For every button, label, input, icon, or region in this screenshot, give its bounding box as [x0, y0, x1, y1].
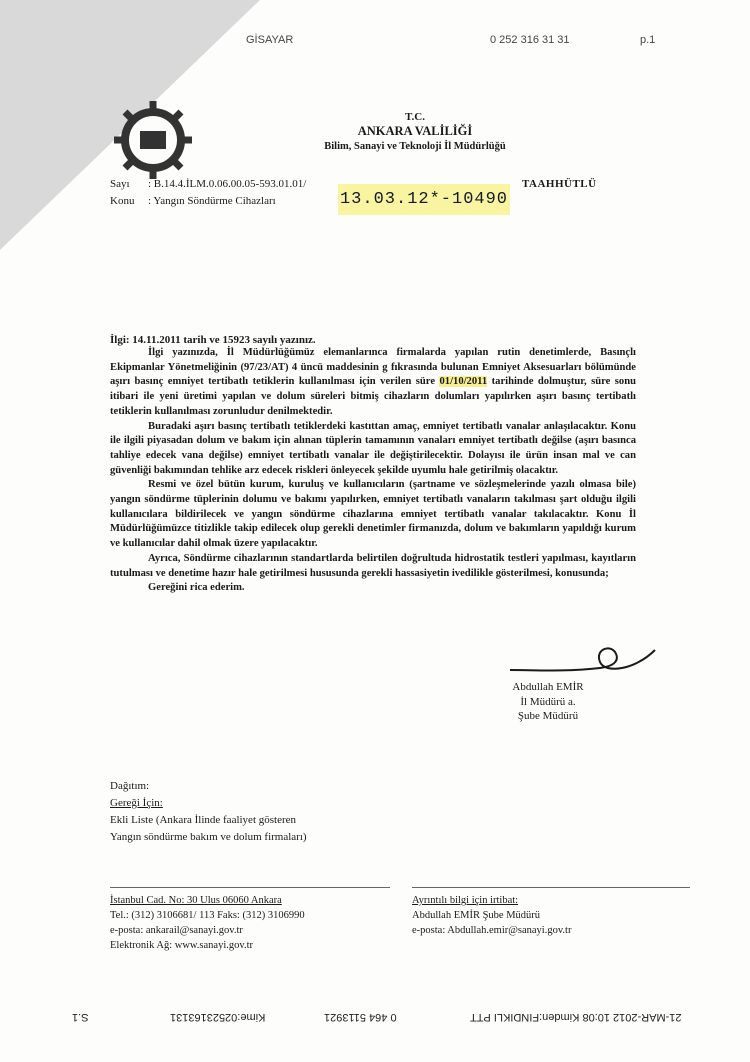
konu-label: Konu	[110, 195, 135, 207]
highlighted-date: 01/10/2011	[439, 376, 488, 388]
distribution-line-1: Ekli Liste (Ankara İlinde faaliyet gösteren	[110, 814, 297, 826]
letterhead-mudurluk: Bilim, Sanayi ve Teknoloji İl Müdürlüğü	[324, 141, 506, 152]
paragraph-1: İlgi yazınızda, İl Müdürlüğümüz elemanlarınca firmalarda yapılan rutin denetimlerde, Basınçlı Ekipmanlar Yönetmeliğinin (97/23/AT) 4 üncü maddesinin g fıkrasında bulunan Emniyet Aksesuarları bölümünde aşırı basınç emniyet tertibatlı tetiklerin kullanılması için verilen süre 01/10/2011 tarihinde dolmuştur, süre sonu itibari ile yeni üretimi yapılan ve dolum süreleri bitmiş cihazların dolumları yapılırken aşırı basınç tertibatlı tetiklerin kullanılması zorunludur denilmektedir.	[110, 347, 636, 417]
fax-footer-recipient: Kime:02523163131	[170, 1011, 266, 1023]
footer-info: Ayrıntılı bilgi için irtibat:	[412, 895, 519, 906]
signer-title-1: İl Müdürü a.	[520, 695, 576, 708]
fax-page: p.1	[640, 34, 656, 46]
footer-right	[412, 893, 571, 938]
paragraph-2: Buradaki aşırı basınç tertibatlı tetiklerdeki kastıttan amaç, emniyet tertibatlı vanalar anlaşılacaktır. Konu ile ilgili piyasadan dolum ve bakım için alınan tüplerin tamamının vanaları emniyet tertibatlı değilse (aşırı basınca tahliye edecek vana değilse) emniyet tertibatlı vanalar ile değiştirilecektir. Dolayısı ile ürün insan mal ve can güvenliği bakımından tehlike arz edecek riskleri önleyecek şekilde uyumlu hale getirilmiş olacaktır.	[110, 420, 636, 476]
letterhead-valilik: ANKARA VALİLİĞİ	[357, 124, 473, 138]
fax-footer-number: 0 464 5113921	[324, 1011, 397, 1023]
signature-block	[492, 680, 604, 724]
distribution-heading: Dağıtım:	[110, 780, 150, 792]
footer-web: Elektronik Ağ: www.sanayi.gov.tr	[110, 940, 253, 951]
letter-body	[110, 346, 636, 596]
taahhutlu-label: TAAHHÜTLÜ	[522, 178, 597, 190]
fax-footer-strip	[0, 1005, 750, 1033]
footer-email: e-posta: ankarail@sanayi.gov.tr	[110, 925, 243, 936]
ministry-logo-icon	[108, 95, 198, 185]
footer-person: Abdullah EMİR Şube Müdürü	[412, 910, 541, 921]
fax-footer-page: S.1	[72, 1011, 89, 1023]
distribution-block	[110, 778, 307, 846]
signer-title-2: Şube Müdürü	[517, 710, 579, 722]
fax-number: 0 252 316 31 31	[490, 34, 570, 46]
footer-phone: Tel.: (312) 3106681/ 113 Faks: (312) 3106990	[110, 910, 305, 921]
fax-footer-sender: 21-MAR-2012 10:08 Kimden:FINDIKLI PTT	[470, 1011, 682, 1023]
footer-address: İstanbul Cad. No: 30 Ulus 06060 Ankara	[110, 895, 282, 906]
footer-left	[110, 893, 305, 953]
sayi-label: Sayı	[110, 178, 130, 190]
signer-name: Abdullah EMİR	[512, 681, 584, 693]
letterhead-tc: T.C.	[405, 111, 425, 123]
paragraph-4: Ayrıca, Söndürme cihazlarının standartlarda belirtilen doğrultuda hidrostatik testleri yapılması, kayıtların tutulması ve denetime hazır hale getirilmesi hususunda gerekli hassasiyetin ivedilikle gösterilmesi, konusunda;	[110, 552, 636, 579]
distribution-line-2: Yangın söndürme bakım ve dolum firmaları)	[110, 831, 307, 843]
distribution-sub: Gereği İçin:	[110, 797, 163, 809]
konu-value: : Yangın Söndürme Cihazları	[148, 195, 276, 207]
paragraph-5: Gereğini rica ederim.	[148, 582, 245, 594]
paragraph-3: Resmi ve özel bütün kurum, kuruluş ve kullanıcıların (şartname ve sözleşmelerinde yazılı olmasa bile) yangın söndürme tüplerinin dolumu ve bakımı yapılırken, emniyet tertibatlı vanaların takılması şart olduğu ilgili kullanıcılara bildirilecek ve yangın söndürme cihazlarına emniyet tertibatlı vanalar takılacaktır. Konu İl Müdürlüğümüzce titizlikle takip edilecek olup gerekli denetimler firmanızda, dolum ve bakımların yapıldığı kurum ve kullanıcılar dahil olmak üzere yapılacaktır.	[110, 479, 636, 550]
sayi-value: : B.14.4.İLM.0.06.00.05-593.01.01/	[148, 178, 307, 190]
footer-contact-email: e-posta: Abdullah.emir@sanayi.gov.tr	[412, 925, 572, 936]
footer-rule-left	[110, 887, 390, 888]
footer-rule-right	[412, 887, 690, 888]
fax-sender: GİSAYAR	[246, 34, 294, 46]
date-stamp: 13.03.12*-10490	[338, 184, 510, 215]
ilgi-line: İlgi: 14.11.2011 tarih ve 15923 sayılı yazınız.	[110, 334, 316, 346]
